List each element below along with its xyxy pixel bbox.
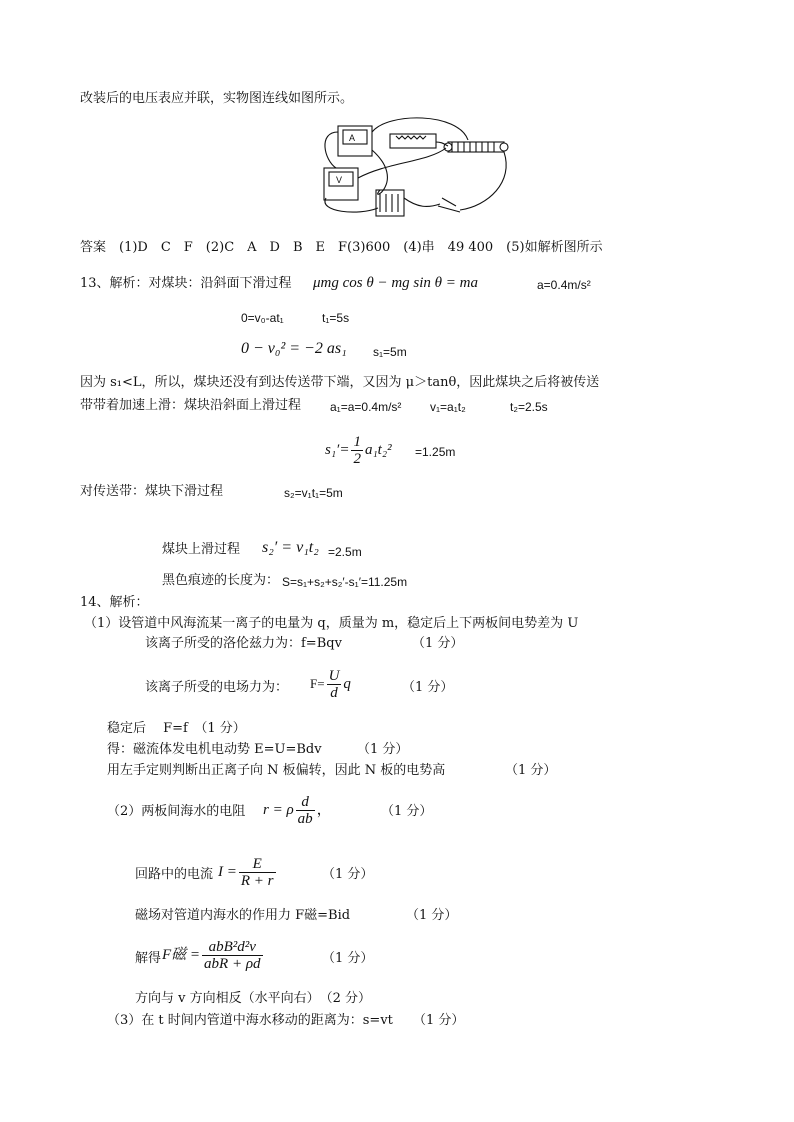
ammeter-label: A	[349, 133, 356, 143]
q13-eq4-den: 2	[353, 451, 361, 468]
q13-up-eq: s₂′ = v₁t₂	[262, 539, 319, 556]
q14-l2b: （1 分）	[412, 636, 464, 651]
q14-l10-eq	[162, 935, 265, 975]
q14-l9a: 磁场对管道内海水的作用力 F磁=Bid	[135, 908, 351, 923]
q14-l7b: （1 分）	[381, 804, 433, 819]
q14-l8-fraction	[239, 856, 276, 889]
q14-l3b: （1 分）	[402, 680, 454, 695]
answer-line: 答案 (1)D C F (2)C A D B E F(3)600 (4)串 49 400 (5)如解析图所示	[80, 240, 603, 255]
q13-eq4-fraction	[351, 434, 363, 467]
q14-l3-fraction	[327, 668, 342, 701]
q14-l10-fraction	[202, 939, 262, 972]
q13-p2b: a₁=a=0.4m/s²	[330, 400, 402, 414]
q13-p2c: v₁=a₁t₂	[430, 400, 466, 414]
q14-l3-F: F=	[310, 676, 325, 691]
q14-l8-den: R + r	[240, 873, 274, 890]
intro-text: 改装后的电压表应并联，实物图连线如图所示。	[80, 91, 354, 106]
q14-l7-comma: ，	[316, 802, 332, 818]
q14-l5a: 得：磁流体发电机电动势 E=U=Bdv	[107, 742, 322, 757]
q13-belt-head: 对传送带：煤块下滑过程	[80, 484, 224, 499]
q14-l11: 方向与 v 方向相反（水平向右） （2 分）	[135, 991, 372, 1006]
q13-eq4	[325, 432, 392, 468]
q14-l8a: 回路中的电流	[135, 867, 214, 882]
q14-l7-r: r = ρ	[263, 802, 294, 818]
q13-r2: t₁=5s	[322, 311, 350, 325]
q14-l10-F: F磁 =	[162, 947, 201, 963]
q14-l6b: （1 分）	[505, 763, 557, 778]
q14-l10b: （1 分）	[322, 951, 374, 966]
q14-l5b: （1 分）	[357, 742, 409, 757]
q13-trace-head: 黑色痕迹的长度为：	[162, 573, 280, 588]
circuit-wiring-figure	[318, 112, 518, 220]
q14-l10-den: abR + ρd	[204, 956, 261, 973]
q14-l12b: （1 分）	[413, 1013, 465, 1028]
q13-r4: =1.25m	[415, 445, 456, 459]
q13-belt-r: s₂=v₁t₁=5m	[284, 486, 343, 500]
q13-p2a: 带带着加速上滑：煤块沿斜面上滑过程	[80, 398, 302, 413]
q14-l9b: （1 分）	[406, 908, 458, 923]
q14-l4: 稳定后 F=f （1 分）	[107, 721, 246, 736]
q14-l10a: 解得	[135, 951, 162, 966]
q13-eq1: μmg cos θ − mg sin θ = ma	[313, 275, 479, 291]
q14-l3-q: q	[343, 676, 351, 692]
q13-eq2: 0=v₀-at₁	[241, 311, 284, 325]
q14-l6a: 用左手定则判断出正离子向 N 板偏转，因此 N 板的电势高	[107, 763, 446, 778]
q13-up-head: 煤块上滑过程	[162, 542, 241, 557]
q14-l8-I: I =	[218, 864, 237, 880]
q13-eq4-num: 1	[353, 434, 361, 451]
q13-eq4-lhs: s₁′=	[325, 442, 350, 458]
q14-l7a: （2）两板间海水的电阻	[107, 804, 246, 819]
switch-icon	[438, 198, 460, 212]
q14-l7-num: d	[296, 794, 315, 811]
q14-head: 14、解析：	[80, 595, 149, 610]
q14-l7-fraction	[296, 794, 315, 827]
q14-l7-den: ab	[297, 811, 313, 828]
q14-l10-num: abB²d²v	[202, 939, 262, 956]
q13-eq3: 0 − v₀² = −2 as₁	[241, 340, 347, 357]
q13-r3: s₁=5m	[373, 345, 407, 359]
q13-p2d: t₂=2.5s	[510, 400, 548, 414]
q14-l2a: 该离子所受的洛伦兹力为：f=Bqv	[145, 636, 342, 651]
q13-up-r: =2.5m	[328, 545, 362, 559]
q14-l7-eq	[263, 790, 332, 830]
q14-l12a: （3）在 t 时间内管道中海水移动的距离为：s=vt	[107, 1013, 393, 1028]
q14-l8-eq	[218, 852, 278, 892]
q14-l3a: 该离子所受的电场力为：	[145, 680, 289, 695]
resistor-box-icon	[390, 134, 436, 148]
q13-head: 13、解析：对煤块：沿斜面下滑过程	[80, 276, 292, 291]
q13-p1: 因为 s₁<L，所以，煤块还没有到达传送带下端，又因为 μ＞tanθ，因此煤块之后将被传送	[80, 375, 600, 390]
q14-l8-num: E	[239, 856, 276, 873]
q13-eq4-rhs: a₁t₂²	[364, 442, 392, 458]
q14-l1: （1）设管道中风海流某一离子的电量为 q，质量为 m，稳定后上下两板间电势差为 U	[84, 616, 579, 631]
q14-l3-eq	[310, 664, 351, 704]
q13-r1: a=0.4m/s²	[537, 278, 591, 292]
q14-l3-num: U	[328, 668, 340, 685]
q14-l8b: （1 分）	[322, 867, 374, 882]
voltmeter-label: V	[336, 175, 343, 185]
q14-l3-den: d	[330, 685, 338, 702]
q13-trace-r: S=s₁+s₂+s₂′-s₁′=11.25m	[282, 575, 408, 589]
